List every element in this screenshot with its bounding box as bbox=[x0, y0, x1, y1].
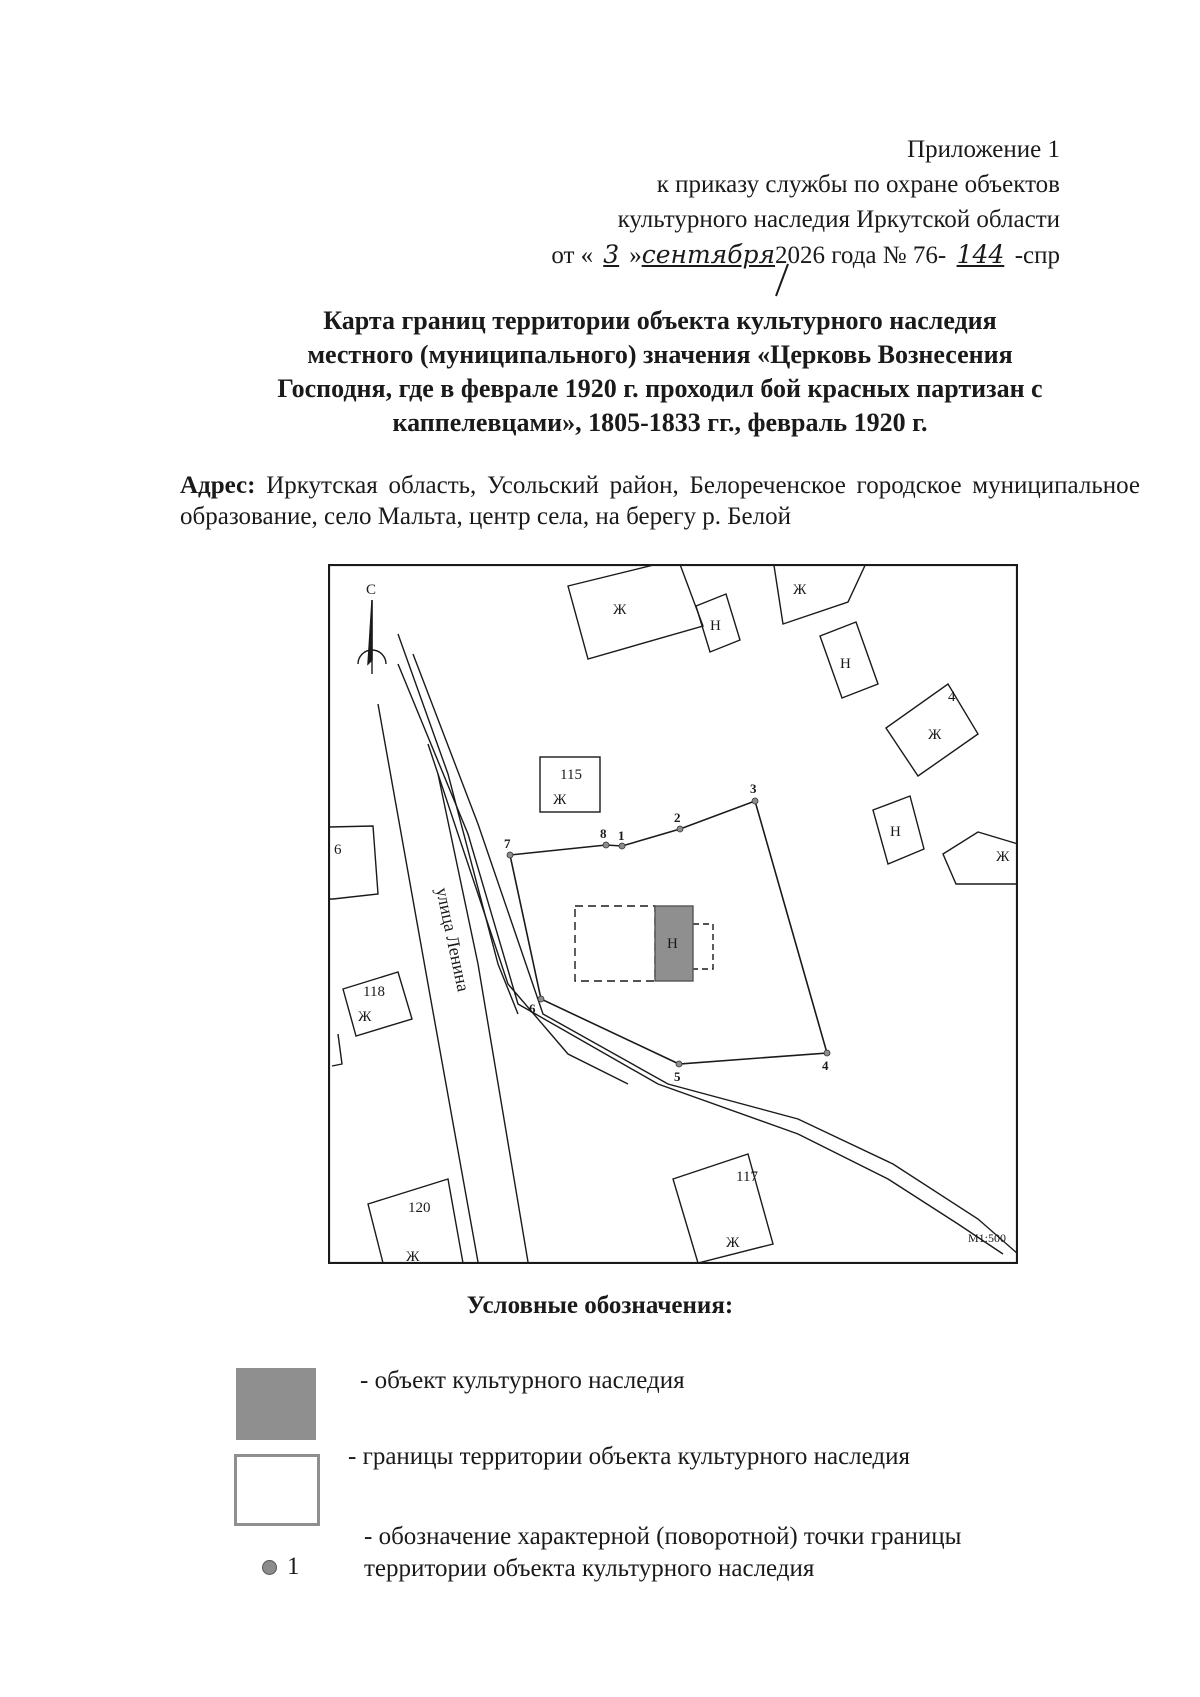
north-label: С bbox=[366, 582, 377, 598]
point-1 bbox=[619, 843, 625, 849]
svg-text:120: 120 bbox=[408, 1200, 431, 1216]
handwritten-month: сентября bbox=[641, 240, 776, 269]
svg-text:Ж: Ж bbox=[613, 602, 627, 618]
point-6 bbox=[538, 996, 544, 1002]
address-text: Иркутская область, Усольский район, Белореченское городское муниципальное образование, село Мальта, центр села, на берегу р. Белой bbox=[180, 472, 1140, 530]
building-6 bbox=[329, 826, 378, 899]
legend-item-heritage: - объект культурного наследия bbox=[360, 1367, 685, 1394]
handwriting-stroke bbox=[770, 262, 800, 300]
point-label-7: 7 bbox=[504, 836, 511, 851]
point-3 bbox=[752, 798, 758, 804]
point-label-2: 2 bbox=[674, 810, 681, 825]
svg-text:Ж: Ж bbox=[726, 1235, 740, 1251]
svg-text:Ж: Ж bbox=[996, 849, 1010, 865]
building-117-zh bbox=[673, 1154, 773, 1263]
building-118-zh bbox=[332, 972, 412, 1066]
legend-sample-point bbox=[262, 1552, 300, 1582]
building-120-zh bbox=[368, 1179, 463, 1264]
legend-point-icon bbox=[262, 1560, 277, 1575]
date-close: » bbox=[629, 242, 642, 269]
building-n-2 bbox=[820, 622, 878, 698]
legend-point-number: 1 bbox=[287, 1553, 300, 1580]
legend-item-point-line-2: территории объекта культурного наследия bbox=[364, 1555, 815, 1582]
handwritten-day: 3 bbox=[603, 240, 620, 269]
point-label-6: 6 bbox=[529, 1001, 536, 1016]
legend-swatch-heritage bbox=[236, 1368, 316, 1440]
document-title-line-2: местного (муниципального) значения «Церковь Вознесения bbox=[307, 340, 1013, 369]
point-5 bbox=[676, 1061, 682, 1067]
point-label-8: 8 bbox=[600, 826, 607, 841]
document-title-line-4: каппелевцами», 1805-1833 гг., февраль 1920 г. bbox=[392, 408, 928, 437]
church-dashed-outline bbox=[575, 906, 655, 981]
svg-text:4: 4 bbox=[948, 689, 956, 705]
svg-text:117: 117 bbox=[736, 1169, 758, 1185]
legend-swatch-boundary bbox=[234, 1454, 320, 1526]
year-text: 2026 года № 76- bbox=[775, 242, 947, 269]
scale-label: М1:500 bbox=[968, 1231, 1007, 1245]
point-label-4: 4 bbox=[822, 1058, 829, 1073]
svg-text:Ж: Ж bbox=[793, 582, 807, 598]
svg-text:Ж: Ж bbox=[358, 1009, 372, 1025]
street-label: улица Ленина bbox=[432, 885, 474, 994]
svg-text:Н: Н bbox=[710, 618, 721, 634]
legend-title: Условные обозначения: bbox=[466, 1292, 734, 1319]
address-block bbox=[180, 470, 1140, 532]
appendix-label: Приложение 1 bbox=[907, 136, 1060, 163]
document-title-line-1: Карта границ территории объекта культурного наследия bbox=[323, 306, 997, 335]
point-label-1: 1 bbox=[618, 828, 625, 843]
address-label: Адрес: bbox=[180, 472, 256, 499]
svg-text:Ж: Ж bbox=[406, 1249, 420, 1264]
building-top-zh bbox=[568, 564, 703, 659]
svg-text:6: 6 bbox=[334, 842, 342, 858]
order-date-number bbox=[551, 240, 1060, 271]
svg-text:Н: Н bbox=[840, 656, 851, 672]
svg-text:Н: Н bbox=[890, 824, 901, 840]
order-authority: культурного наследия Иркутской области bbox=[617, 206, 1060, 233]
point-4 bbox=[824, 1050, 830, 1056]
number-suffix: -спр bbox=[1014, 242, 1060, 269]
point-label-3: 3 bbox=[750, 781, 757, 796]
point-8 bbox=[603, 842, 609, 848]
handwritten-number: 144 bbox=[956, 240, 1005, 269]
north-arrow-icon bbox=[358, 600, 386, 674]
order-reference: к приказу службы по охране объектов bbox=[656, 171, 1060, 198]
svg-text:118: 118 bbox=[363, 984, 385, 1000]
point-2 bbox=[677, 826, 683, 832]
legend-item-point-line-1: - обозначение характерной (поворотной) точки границы bbox=[364, 1523, 962, 1550]
building-edge-zh bbox=[943, 832, 1018, 884]
boundary-map bbox=[328, 564, 1018, 1264]
building-4-zh bbox=[886, 684, 978, 776]
building-115-zh bbox=[540, 757, 600, 812]
legend-item-boundary: - границы территории объекта культурного наследия bbox=[348, 1443, 911, 1470]
point-7 bbox=[507, 852, 513, 858]
point-label-5: 5 bbox=[674, 1069, 681, 1084]
svg-text:Ж: Ж bbox=[928, 727, 942, 743]
document-title-line-3: Господня, где в феврале 1920 г. проходил бой красных партизан с bbox=[277, 374, 1043, 403]
building-top-right-zh bbox=[773, 564, 868, 624]
svg-text:115: 115 bbox=[560, 767, 582, 783]
river-band bbox=[398, 654, 1018, 1254]
building-n-3 bbox=[873, 796, 924, 864]
church-apse-outline bbox=[693, 924, 713, 969]
date-prefix: от « bbox=[551, 242, 594, 269]
heritage-object-label: Н bbox=[667, 936, 678, 952]
svg-text:Ж: Ж bbox=[553, 792, 567, 808]
